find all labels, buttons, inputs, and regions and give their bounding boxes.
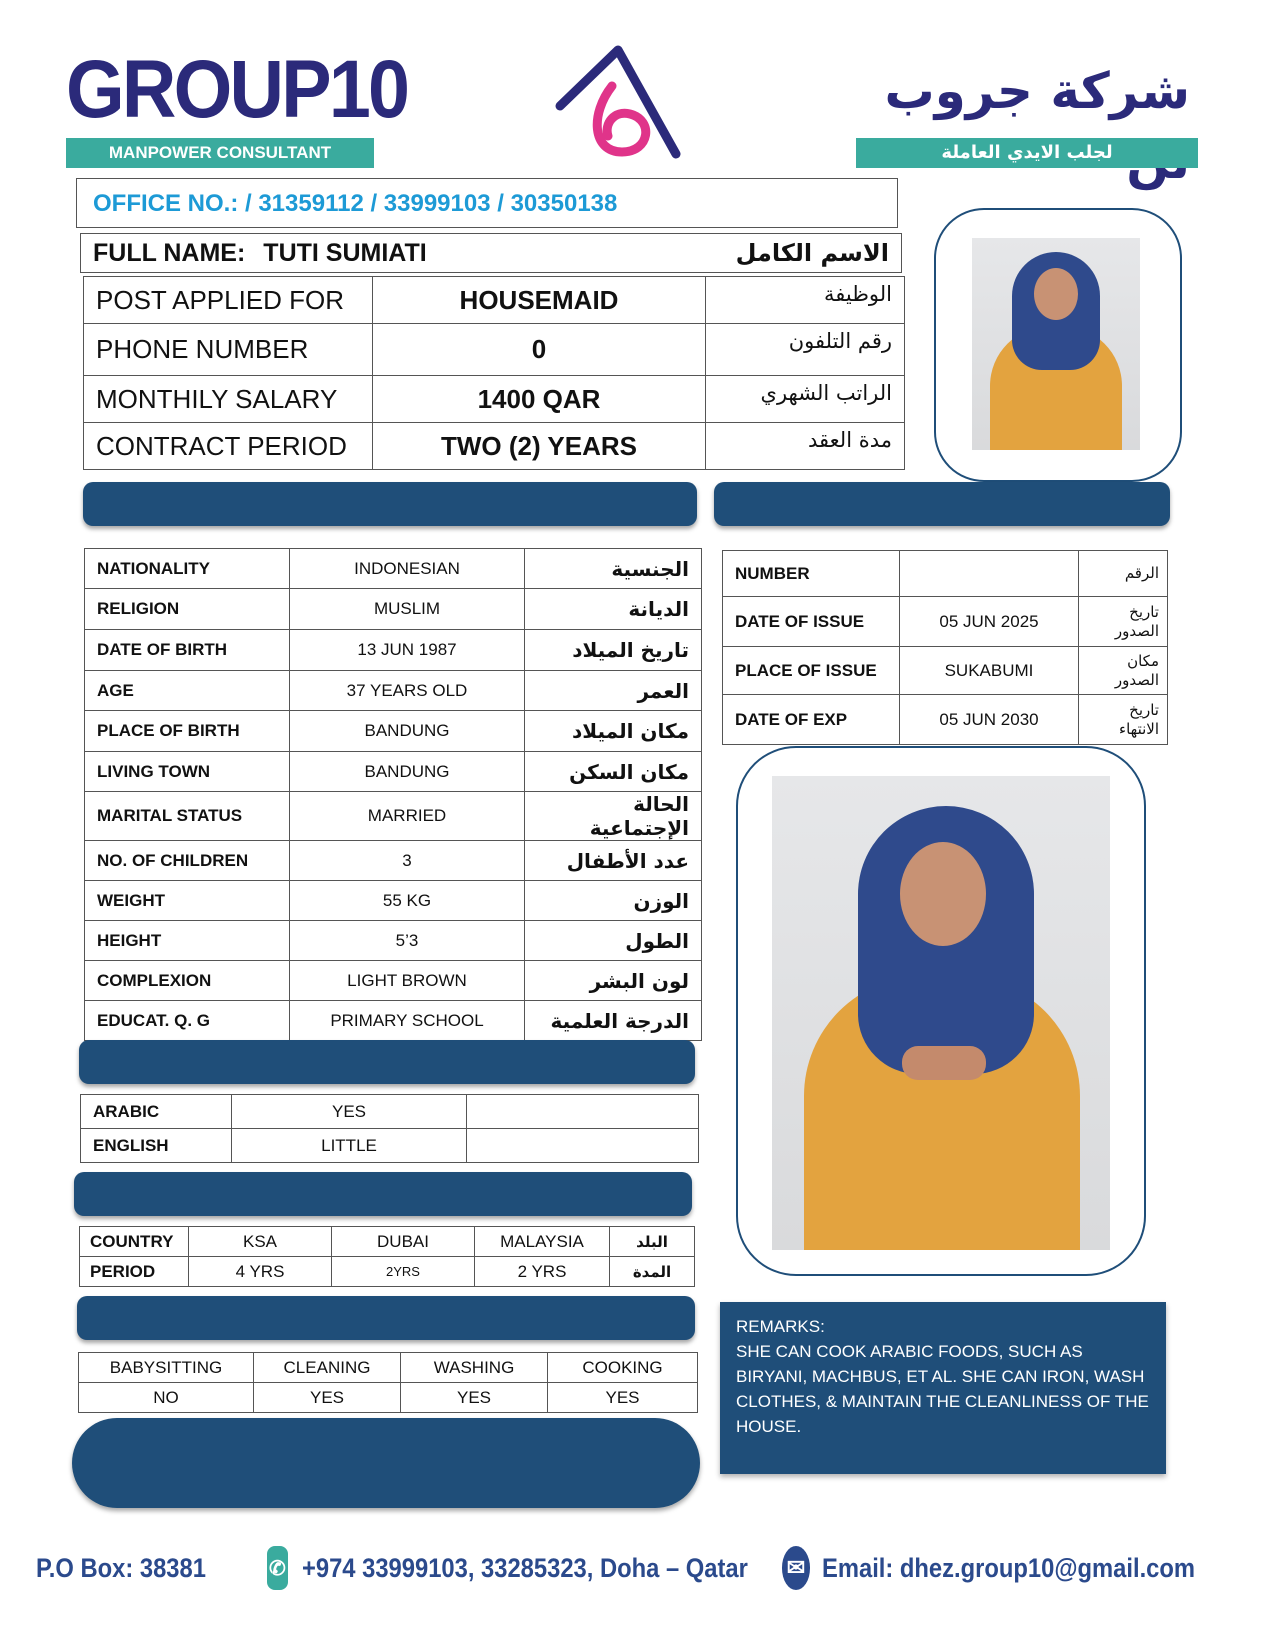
period-label: PERIOD <box>80 1257 189 1287</box>
experience-country-row <box>80 1227 695 1257</box>
photo-face <box>900 842 986 946</box>
large-candidate-photo <box>772 776 1110 1250</box>
passport-row <box>723 597 1168 647</box>
remarks-title: REMARKS: <box>736 1317 825 1336</box>
office-box <box>76 178 898 228</box>
skill-header: BABYSITTING <box>79 1353 254 1383</box>
bottom-pill <box>72 1418 700 1508</box>
language-extra <box>467 1129 699 1163</box>
language-label: ENGLISH <box>81 1129 232 1163</box>
detail-row <box>85 961 702 1001</box>
detail-row <box>85 589 702 630</box>
detail-label: LIVING TOWN <box>85 752 290 792</box>
small-photo-frame <box>934 208 1182 482</box>
remarks-text: SHE CAN COOK ARABIC FOODS, SUCH AS BIRYANI, MACHBUS, ET AL. SHE CAN IRON, WASH CLOTHES, & MAINTAIN THE CLEANLINESS OF THE HOUSE. <box>736 1342 1149 1436</box>
passport-row <box>723 695 1168 745</box>
country-label: COUNTRY <box>80 1227 189 1257</box>
detail-arabic: مكان الميلاد <box>525 711 702 752</box>
detail-value: BANDUNG <box>290 752 525 792</box>
experience-table <box>79 1226 695 1287</box>
detail-label: COMPLEXION <box>85 961 290 1001</box>
detail-label: NATIONALITY <box>85 549 290 589</box>
job-arabic: رقم التلفون <box>706 324 905 376</box>
country-cell: DUBAI <box>332 1227 475 1257</box>
job-label: PHONE NUMBER <box>84 324 373 376</box>
period-arabic: المدة <box>610 1257 695 1287</box>
detail-arabic: تاريخ الميلاد <box>525 630 702 671</box>
period-cell: 2YRS <box>332 1257 475 1287</box>
detail-label: DATE OF BIRTH <box>85 630 290 671</box>
detail-value: 37 YEARS OLD <box>290 671 525 711</box>
full-name-arabic: الاسم الكامل <box>735 239 889 267</box>
detail-arabic: الجنسية <box>525 549 702 589</box>
group10-logo <box>66 44 408 135</box>
passport-value: 05 JUN 2030 <box>900 695 1079 745</box>
job-row <box>84 423 905 470</box>
detail-label: MARITAL STATUS <box>85 792 290 841</box>
section-bar-passport <box>714 482 1170 526</box>
detail-row <box>85 671 702 711</box>
detail-row <box>85 1001 702 1041</box>
detail-row <box>85 752 702 792</box>
country-arabic: البلد <box>610 1227 695 1257</box>
passport-value: SUKABUMI <box>900 647 1079 695</box>
footer <box>36 1540 1246 1596</box>
job-arabic: مدة العقد <box>706 423 905 470</box>
detail-arabic: الحالة الإجتماعية <box>525 792 702 841</box>
detail-value: LIGHT BROWN <box>290 961 525 1001</box>
language-row <box>81 1095 699 1129</box>
detail-row <box>85 711 702 752</box>
logo-text: GROUP10 <box>66 44 408 135</box>
detail-row <box>85 841 702 881</box>
passport-arabic: تاريخ الانتهاء <box>1079 695 1168 745</box>
passport-label: NUMBER <box>723 551 900 597</box>
detail-arabic: العمر <box>525 671 702 711</box>
full-name-value: TUTI SUMIATI <box>263 238 427 267</box>
passport-value: 05 JUN 2025 <box>900 597 1079 647</box>
language-label: ARABIC <box>81 1095 232 1129</box>
period-cell: 2 YRS <box>475 1257 610 1287</box>
detail-label: HEIGHT <box>85 921 290 961</box>
photo-face <box>1034 268 1078 320</box>
personal-details-table <box>84 548 702 1041</box>
detail-value: PRIMARY SCHOOL <box>290 1001 525 1041</box>
section-bar-languages <box>79 1040 695 1084</box>
job-label: POST APPLIED FOR <box>84 277 373 324</box>
detail-value: 5’3 <box>290 921 525 961</box>
detail-arabic: الديانة <box>525 589 702 630</box>
passport-value <box>900 551 1079 597</box>
job-label: CONTRACT PERIOD <box>84 423 373 470</box>
detail-label: NO. OF CHILDREN <box>85 841 290 881</box>
job-table <box>83 276 905 470</box>
passport-arabic: تاريخ الصدور <box>1079 597 1168 647</box>
skill-value: YES <box>548 1383 698 1413</box>
detail-value: MARRIED <box>290 792 525 841</box>
country-cell: KSA <box>189 1227 332 1257</box>
logo-subtitle-band <box>66 138 374 168</box>
job-row <box>84 376 905 423</box>
detail-row <box>85 549 702 589</box>
remarks-box <box>720 1302 1166 1474</box>
center-emblem-icon <box>550 44 690 164</box>
detail-value: 55 KG <box>290 881 525 921</box>
detail-row <box>85 921 702 961</box>
passport-label: DATE OF ISSUE <box>723 597 900 647</box>
passport-row <box>723 647 1168 695</box>
detail-value: 13 JUN 1987 <box>290 630 525 671</box>
skill-value: YES <box>254 1383 401 1413</box>
skills-value-row <box>79 1383 698 1413</box>
language-value: YES <box>232 1095 467 1129</box>
skill-header: CLEANING <box>254 1353 401 1383</box>
full-name-label: FULL NAME: <box>93 238 246 267</box>
section-bar-skills <box>77 1296 695 1340</box>
email-icon: ✉ <box>782 1546 810 1590</box>
skill-value: NO <box>79 1383 254 1413</box>
period-cell: 4 YRS <box>189 1257 332 1287</box>
detail-arabic: الدرجة العلمية <box>525 1001 702 1041</box>
detail-value: 3 <box>290 841 525 881</box>
section-bar-experience <box>74 1172 692 1216</box>
detail-arabic: لون البشر <box>525 961 702 1001</box>
experience-period-row <box>80 1257 695 1287</box>
detail-row <box>85 881 702 921</box>
detail-row <box>85 630 702 671</box>
country-cell: MALAYSIA <box>475 1227 610 1257</box>
detail-value: MUSLIM <box>290 589 525 630</box>
passport-label: PLACE OF ISSUE <box>723 647 900 695</box>
detail-label: PLACE OF BIRTH <box>85 711 290 752</box>
detail-arabic: عدد الأطفال <box>525 841 702 881</box>
pobox-text: P.O Box: 38381 <box>36 1552 206 1583</box>
language-extra <box>467 1095 699 1129</box>
detail-label: WEIGHT <box>85 881 290 921</box>
detail-arabic: الطول <box>525 921 702 961</box>
section-bar-personal <box>83 482 697 526</box>
languages-table <box>80 1094 699 1163</box>
detail-value: BANDUNG <box>290 711 525 752</box>
job-row <box>84 277 905 324</box>
skills-table <box>78 1352 698 1413</box>
detail-value: INDONESIAN <box>290 549 525 589</box>
skill-header: WASHING <box>401 1353 548 1383</box>
language-row <box>81 1129 699 1163</box>
email-text: Email: dhez.group10@gmail.com <box>822 1552 1196 1583</box>
language-value: LITTLE <box>232 1129 467 1163</box>
job-label: MONTHILY SALARY <box>84 376 373 423</box>
passport-row <box>723 551 1168 597</box>
job-value: HOUSEMAID <box>373 277 706 324</box>
passport-arabic: الرقم <box>1079 551 1168 597</box>
job-arabic: الوظيفة <box>706 277 905 324</box>
arabic-subtitle-band <box>856 138 1198 168</box>
small-candidate-photo <box>972 238 1140 450</box>
skills-header-row <box>79 1353 698 1383</box>
job-value: 0 <box>373 324 706 376</box>
arabic-subtitle: لجلب الايدي العاملة <box>941 142 1113 163</box>
detail-arabic: الوزن <box>525 881 702 921</box>
detail-label: EDUCAT. Q. G <box>85 1001 290 1041</box>
job-value: TWO (2) YEARS <box>373 423 706 470</box>
skill-value: YES <box>401 1383 548 1413</box>
large-photo-frame <box>736 746 1146 1276</box>
full-name-box <box>80 233 902 273</box>
phone-text: +974 33999103, 33285323, Doha – Qatar <box>301 1552 748 1583</box>
job-arabic: الراتب الشهري <box>706 376 905 423</box>
passport-table <box>722 550 1168 745</box>
passport-label: DATE OF EXP <box>723 695 900 745</box>
job-row <box>84 324 905 376</box>
job-value: 1400 QAR <box>373 376 706 423</box>
skill-header: COOKING <box>548 1353 698 1383</box>
photo-hands <box>902 1046 986 1080</box>
logo-subtitle: MANPOWER CONSULTANT <box>108 143 332 162</box>
arabic-company-name: شركة جروب <box>884 62 1190 120</box>
whatsapp-icon: ✆ <box>267 1546 288 1590</box>
detail-label: AGE <box>85 671 290 711</box>
detail-arabic: مكان السكن <box>525 752 702 792</box>
detail-row <box>85 792 702 841</box>
detail-label: RELIGION <box>85 589 290 630</box>
passport-arabic: مكان الصدور <box>1079 647 1168 695</box>
office-numbers: OFFICE NO.: / 31359112 / 33999103 / 30350138 <box>93 190 618 217</box>
